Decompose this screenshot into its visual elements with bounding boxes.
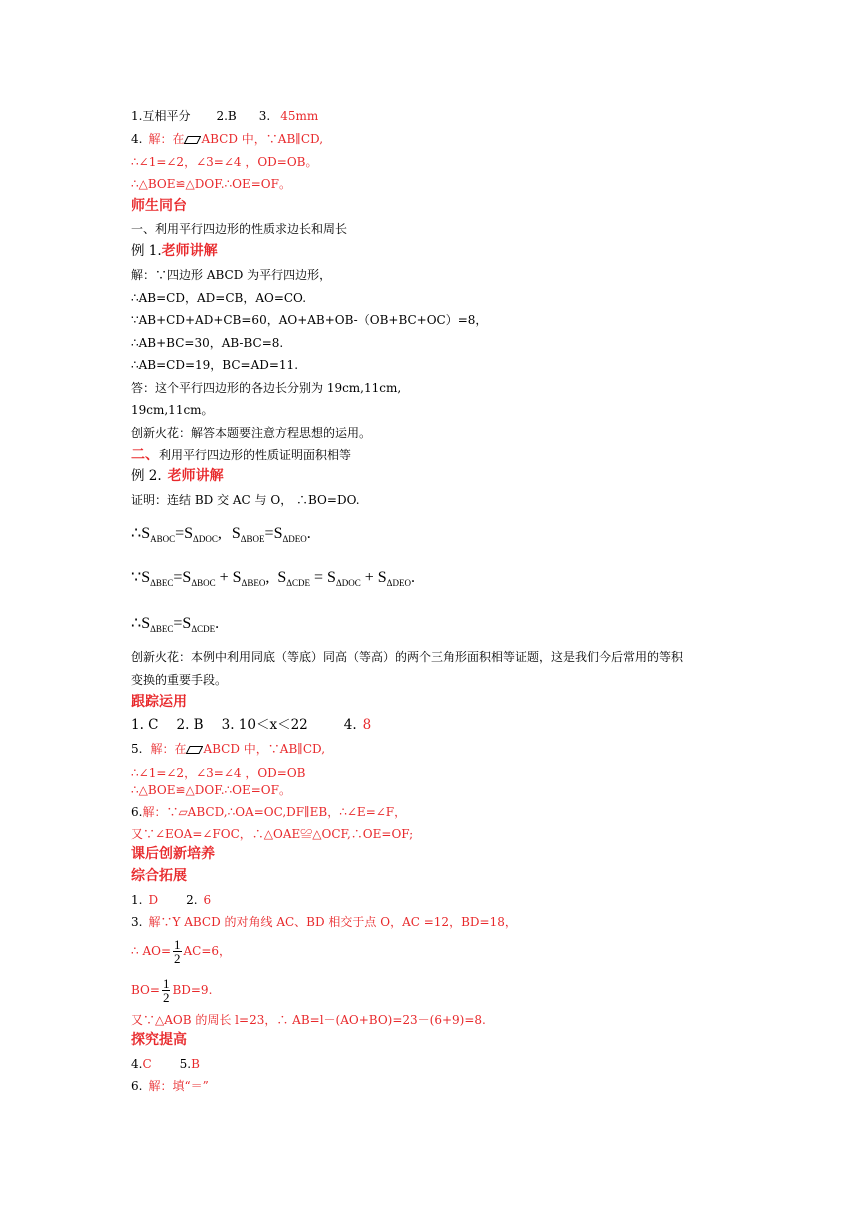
section-heading-genzong: 跟踪运用 [131, 694, 187, 710]
ex1-line-1: 解：∵四边形 ABCD 为平行四边形， [131, 268, 332, 282]
ex1-line-2: ∴AB=CD，AD=CB，AO=CO. [131, 291, 307, 305]
section-heading-kehou: 课后创新培养 [131, 846, 215, 862]
math-line-1: $\therefore S_{ABOC}=S_{\Delta DOC}$, $S_{\Delta BOE}=S_{\Delta DEO}$. [131, 525, 311, 544]
gz-line-1: 1. C 2. B 3. 10＜x＜22 4. 8 [131, 717, 372, 733]
ex1-line-7: 19cm,11cm。 [131, 403, 214, 417]
part2-title: 二、利用平行四边形的性质证明面积相等 [131, 447, 352, 463]
part1-title: 一、利用平行四边形的性质求边长和周长 [131, 222, 348, 236]
section-heading-tanjiu: 探究提高 [131, 1032, 187, 1048]
example-2-heading: 例 2. 老师讲解 [131, 468, 224, 484]
parallelogram-icon [184, 136, 201, 144]
zh-line-1: 1. D 2. 6 [131, 893, 212, 907]
zh-line-3: ∴ AO= $\frac{1}{2}$ AC=6， [131, 937, 232, 966]
gz-line-5: 6.解：∵▱ABCD,∴OA=OC,DF∥EB，∴∠E=∠F， [131, 805, 407, 819]
ex2-note-2: 变换的重要手段。 [131, 673, 228, 687]
answer-line-1: 1.互相平分 2.B 3. 45mm [131, 109, 319, 123]
fraction-half: $\frac{1}{2}$ [162, 976, 170, 1005]
tj-line-2: 6. 解：填“＝” [131, 1079, 209, 1093]
section-heading-zonghe: 综合拓展 [131, 868, 187, 884]
example-1-heading: 例 1.老师讲解 [131, 243, 218, 259]
section-heading-shisheng: 师生同台 [131, 198, 187, 214]
answer-line-4: ∴△BOE≌△DOF.∴OE=OF。 [131, 177, 291, 191]
ex1-line-8: 创新火花：解答本题要注意方程思想的运用。 [131, 426, 372, 440]
ex2-note-1: 创新火花：本例中利用同底（等底）同高（等高）的两个三角形面积相等证题，这是我们今后常用的等积 [131, 650, 684, 664]
answer-line-2: 4. 解：在 ABCD 中，∵AB∥CD, [131, 132, 324, 146]
math-line-2: $\because S_{\Delta BEC}=S_{\Delta BOC} + S_{\Delta BEO}$, $S_{\Delta CDE} = S_{\Delta DOC} + S_{\Delta DEO}$. [131, 569, 415, 588]
zh-line-4: BO= $\frac{1}{2}$ BD=9. [131, 976, 213, 1005]
math-line-3: $\therefore S_{\Delta BEC}=S_{\Delta CDE}$. [131, 615, 220, 634]
ex1-line-3: ∵AB+CD+AD+CB=60，AO+AB+OB-（OB+BC+OC）=8， [131, 313, 488, 327]
ex1-line-5: ∴AB=CD=19，BC=AD=11. [131, 358, 299, 372]
ex1-line-4: ∴AB+BC=30，AB-BC=8. [131, 336, 284, 350]
parallelogram-icon [186, 746, 203, 754]
gz-line-3: ∴∠1=∠2，∠3=∠4 ，OD=OB [131, 766, 306, 780]
gz-line-4: ∴△BOE≌△DOF.∴OE=OF。 [131, 783, 291, 797]
zh-line-5: 又∵△AOB 的周长 l=23，∴ AB=l－(AO+BO)=23－(6+9)=8. [131, 1013, 486, 1027]
fraction-half: $\frac{1}{2}$ [174, 937, 181, 966]
zh-line-2: 3. 解∵Y ABCD 的对角线 AC、BD 相交于点 O，AC =12，BD=18， [131, 915, 517, 929]
ex2-proof-line: 证明：连结 BD 交 AC 与 O， ∴BO=DO. [131, 493, 360, 507]
tj-line-1: 4.C 5.B [131, 1057, 200, 1071]
answer-line-3: ∴∠1=∠2，∠3=∠4 ，OD=OB。 [131, 155, 318, 169]
ex1-line-6: 答：这个平行四边形的各边长分别为 19cm,11cm, [131, 381, 402, 395]
gz-line-2: 5. 解：在 ABCD 中，∵AB∥CD, [131, 742, 326, 756]
gz-line-6: 又∵∠EOA=∠FOC，∴△OAE≌△OCF,∴OE=OF; [131, 827, 414, 841]
